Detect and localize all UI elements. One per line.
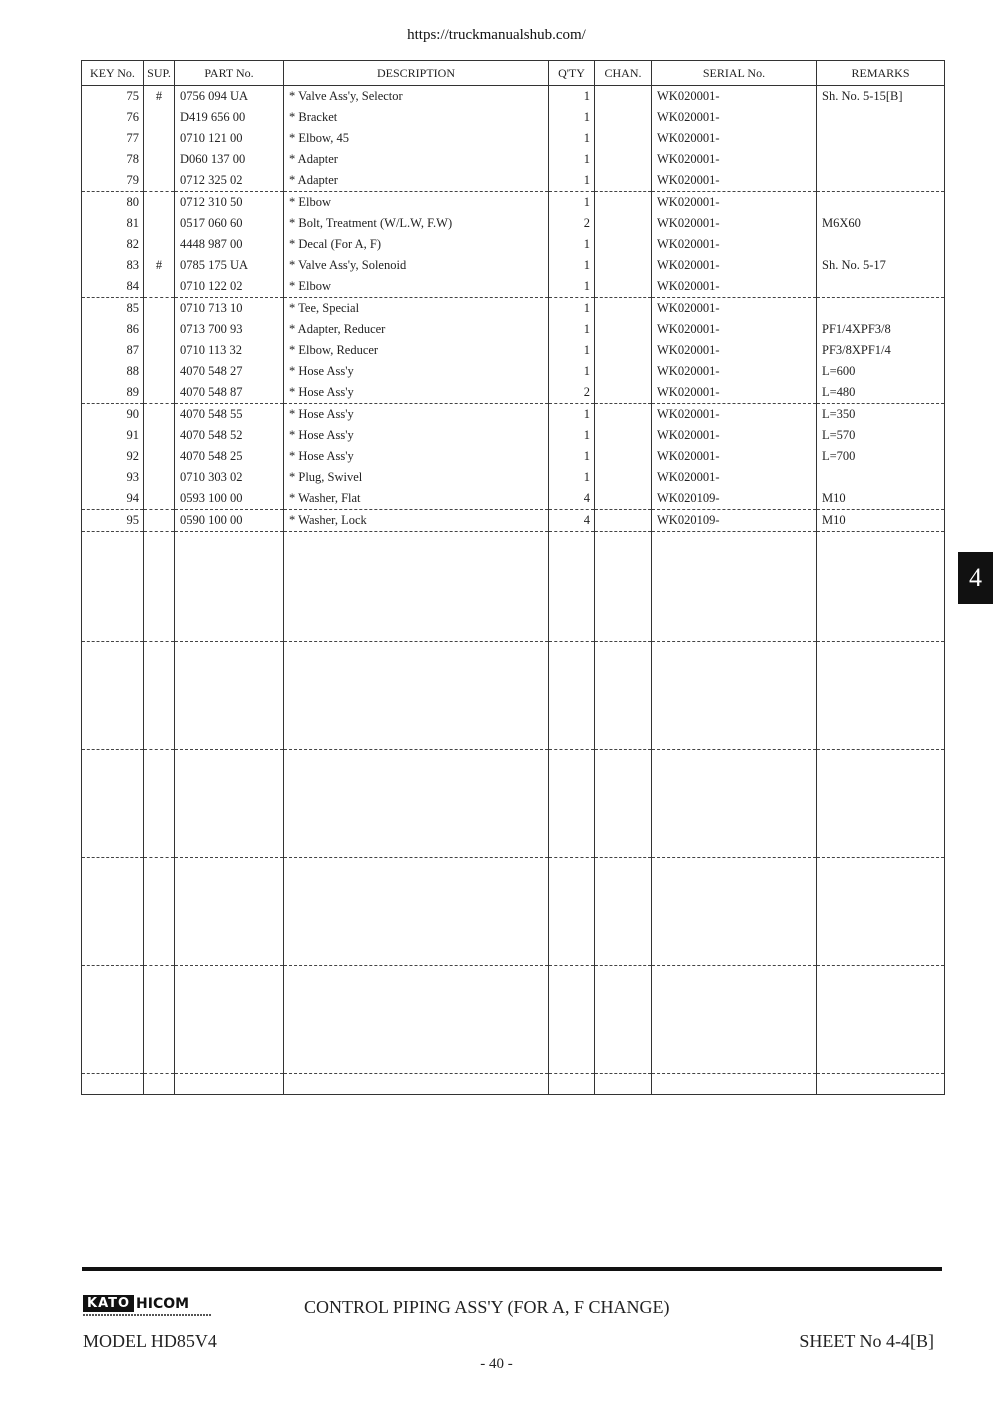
document-title: CONTROL PIPING ASS'Y (FOR A, F CHANGE): [304, 1297, 670, 1317]
table-row: [82, 86, 945, 108]
col-header-key: KEY No.: [82, 61, 144, 86]
cell-remarks: [817, 298, 945, 320]
blank-row: [82, 858, 945, 966]
table-row: [82, 404, 945, 426]
cell-qty: 4: [549, 510, 595, 532]
cell-remarks: [817, 170, 945, 192]
cell-key: 93: [82, 467, 144, 488]
cell-sup: #: [144, 255, 175, 276]
cell-qty: 1: [549, 128, 595, 149]
cell-chan: [595, 276, 652, 298]
col-header-description: DESCRIPTION: [284, 61, 549, 86]
logo-kato: KATO: [83, 1295, 134, 1312]
cell-serial: WK020001-: [652, 107, 817, 128]
blank-cell: [284, 532, 549, 642]
cell-key: 79: [82, 170, 144, 192]
cell-description: * Bracket: [284, 107, 549, 128]
cell-chan: [595, 149, 652, 170]
cell-description: * Elbow: [284, 276, 549, 298]
cell-sup: [144, 234, 175, 255]
cell-key: 76: [82, 107, 144, 128]
blank-cell: [144, 532, 175, 642]
blank-cell: [175, 966, 284, 1074]
table-row: [82, 446, 945, 467]
cell-qty: 1: [549, 192, 595, 214]
cell-serial: WK020109-: [652, 488, 817, 510]
cell-qty: 1: [549, 86, 595, 108]
blank-row: [82, 642, 945, 750]
blank-cell: [144, 966, 175, 1074]
cell-key: 80: [82, 192, 144, 214]
blank-cell: [652, 858, 817, 966]
cell-qty: 2: [549, 213, 595, 234]
cell-sup: [144, 467, 175, 488]
blank-cell: [144, 750, 175, 858]
blank-cell: [549, 750, 595, 858]
cell-remarks: L=600: [817, 361, 945, 382]
col-header-serial: SERIAL No.: [652, 61, 817, 86]
cell-sup: [144, 488, 175, 510]
page-number: - 40 -: [480, 1356, 513, 1372]
cell-chan: [595, 107, 652, 128]
cell-remarks: L=700: [817, 446, 945, 467]
blank-cell: [549, 858, 595, 966]
table-row: [82, 319, 945, 340]
cell-chan: [595, 425, 652, 446]
cell-part: 0710 713 10: [175, 298, 284, 320]
cell-sup: [144, 107, 175, 128]
cell-key: 81: [82, 213, 144, 234]
cell-chan: [595, 128, 652, 149]
cell-serial: WK020001-: [652, 170, 817, 192]
cell-key: 92: [82, 446, 144, 467]
blank-cell: [144, 642, 175, 750]
blank-cell: [817, 642, 945, 750]
blank-cell: [82, 532, 144, 642]
cell-key: 88: [82, 361, 144, 382]
cell-part: 4070 548 52: [175, 425, 284, 446]
cell-part: 4070 548 25: [175, 446, 284, 467]
logo-hicom: HICOM: [136, 1295, 190, 1312]
cell-remarks: M10: [817, 488, 945, 510]
col-header-part: PART No.: [175, 61, 284, 86]
blank-cell: [144, 858, 175, 966]
blank-cell: [595, 642, 652, 750]
cell-chan: [595, 192, 652, 214]
cell-serial: WK020001-: [652, 234, 817, 255]
cell-key: 77: [82, 128, 144, 149]
cell-remarks: PF3/8XPF1/4: [817, 340, 945, 361]
blank-cell: [175, 1074, 284, 1095]
cell-serial: WK020001-: [652, 86, 817, 108]
cell-part: 0712 310 50: [175, 192, 284, 214]
col-header-qty: Q'TY: [549, 61, 595, 86]
cell-part: 0712 325 02: [175, 170, 284, 192]
blank-cell: [652, 642, 817, 750]
cell-remarks: M10: [817, 510, 945, 532]
blank-row: [82, 1074, 945, 1095]
table-row: [82, 107, 945, 128]
table-row: [82, 149, 945, 170]
cell-qty: 2: [549, 382, 595, 404]
cell-remarks: L=350: [817, 404, 945, 426]
cell-chan: [595, 340, 652, 361]
blank-cell: [595, 966, 652, 1074]
blank-cell: [595, 1074, 652, 1095]
cell-sup: [144, 404, 175, 426]
cell-remarks: Sh. No. 5-15[B]: [817, 86, 945, 108]
cell-qty: 1: [549, 467, 595, 488]
table-header-row: [82, 61, 945, 86]
cell-description: * Washer, Flat: [284, 488, 549, 510]
cell-chan: [595, 382, 652, 404]
cell-description: * Valve Ass'y, Selector: [284, 86, 549, 108]
cell-qty: 1: [549, 170, 595, 192]
cell-serial: WK020001-: [652, 192, 817, 214]
blank-cell: [595, 532, 652, 642]
cell-part: 0710 303 02: [175, 467, 284, 488]
cell-serial: WK020001-: [652, 319, 817, 340]
cell-remarks: L=570: [817, 425, 945, 446]
section-tab: 4: [958, 552, 993, 604]
cell-part: 0517 060 60: [175, 213, 284, 234]
cell-description: * Tee, Special: [284, 298, 549, 320]
blank-cell: [284, 750, 549, 858]
cell-qty: 4: [549, 488, 595, 510]
cell-key: 86: [82, 319, 144, 340]
cell-sup: [144, 128, 175, 149]
blank-cell: [549, 966, 595, 1074]
blank-cell: [595, 750, 652, 858]
cell-description: * Bolt, Treatment (W/L.W, F.W): [284, 213, 549, 234]
cell-chan: [595, 298, 652, 320]
cell-key: 89: [82, 382, 144, 404]
cell-qty: 1: [549, 319, 595, 340]
cell-sup: [144, 425, 175, 446]
blank-cell: [549, 642, 595, 750]
cell-part: 0710 113 32: [175, 340, 284, 361]
blank-cell: [144, 1074, 175, 1095]
cell-serial: WK020001-: [652, 128, 817, 149]
blank-cell: [82, 750, 144, 858]
cell-qty: 1: [549, 276, 595, 298]
cell-key: 75: [82, 86, 144, 108]
footer-rule: [82, 1267, 942, 1271]
sheet-number: SHEET No 4-4[B]: [799, 1331, 934, 1351]
blank-cell: [652, 532, 817, 642]
blank-cell: [82, 1074, 144, 1095]
cell-description: * Adapter: [284, 149, 549, 170]
cell-description: * Plug, Swivel: [284, 467, 549, 488]
cell-description: * Hose Ass'y: [284, 382, 549, 404]
table-row: [82, 467, 945, 488]
blank-cell: [82, 966, 144, 1074]
cell-qty: 1: [549, 149, 595, 170]
cell-remarks: Sh. No. 5-17: [817, 255, 945, 276]
cell-key: 83: [82, 255, 144, 276]
cell-qty: 1: [549, 107, 595, 128]
cell-serial: WK020109-: [652, 510, 817, 532]
cell-chan: [595, 510, 652, 532]
table-row: [82, 234, 945, 255]
cell-serial: WK020001-: [652, 276, 817, 298]
cell-description: * Valve Ass'y, Solenoid: [284, 255, 549, 276]
cell-qty: 1: [549, 446, 595, 467]
cell-key: 94: [82, 488, 144, 510]
blank-cell: [595, 858, 652, 966]
blank-cell: [82, 642, 144, 750]
cell-sup: [144, 149, 175, 170]
blank-cell: [817, 1074, 945, 1095]
cell-description: * Washer, Lock: [284, 510, 549, 532]
blank-cell: [82, 858, 144, 966]
cell-description: * Hose Ass'y: [284, 446, 549, 467]
cell-description: * Hose Ass'y: [284, 404, 549, 426]
company-logo: [83, 1293, 211, 1316]
cell-part: 0710 121 00: [175, 128, 284, 149]
cell-qty: 1: [549, 234, 595, 255]
table-row: [82, 276, 945, 298]
cell-key: 84: [82, 276, 144, 298]
cell-part: 4070 548 27: [175, 361, 284, 382]
cell-sup: [144, 340, 175, 361]
parts-body: [82, 86, 945, 1095]
cell-key: 78: [82, 149, 144, 170]
cell-serial: WK020001-: [652, 446, 817, 467]
cell-serial: WK020001-: [652, 404, 817, 426]
cell-chan: [595, 319, 652, 340]
cell-serial: WK020001-: [652, 213, 817, 234]
cell-chan: [595, 446, 652, 467]
table-row: [82, 170, 945, 192]
cell-chan: [595, 404, 652, 426]
cell-sup: [144, 361, 175, 382]
cell-serial: WK020001-: [652, 298, 817, 320]
cell-sup: [144, 510, 175, 532]
cell-part: 0756 094 UA: [175, 86, 284, 108]
cell-qty: 1: [549, 340, 595, 361]
cell-qty: 1: [549, 255, 595, 276]
cell-description: * Hose Ass'y: [284, 425, 549, 446]
source-url: https://truckmanualshub.com/: [407, 27, 586, 43]
cell-description: * Hose Ass'y: [284, 361, 549, 382]
cell-serial: WK020001-: [652, 425, 817, 446]
cell-remarks: [817, 234, 945, 255]
cell-key: 95: [82, 510, 144, 532]
table-row: [82, 128, 945, 149]
cell-remarks: [817, 149, 945, 170]
cell-part: 0710 122 02: [175, 276, 284, 298]
table-row: [82, 361, 945, 382]
blank-cell: [652, 1074, 817, 1095]
cell-description: * Elbow, 45: [284, 128, 549, 149]
blank-cell: [175, 642, 284, 750]
cell-remarks: [817, 192, 945, 214]
table-row: [82, 255, 945, 276]
cell-chan: [595, 467, 652, 488]
cell-sup: [144, 170, 175, 192]
cell-part: 0713 700 93: [175, 319, 284, 340]
cell-qty: 1: [549, 298, 595, 320]
cell-sup: [144, 298, 175, 320]
table-row: [82, 192, 945, 214]
cell-part: 0590 100 00: [175, 510, 284, 532]
blank-cell: [549, 1074, 595, 1095]
table-row: [82, 298, 945, 320]
cell-chan: [595, 86, 652, 108]
cell-sup: [144, 213, 175, 234]
blank-cell: [175, 858, 284, 966]
blank-cell: [549, 532, 595, 642]
blank-cell: [652, 750, 817, 858]
model-label: MODEL HD85V4: [83, 1331, 217, 1351]
cell-key: 85: [82, 298, 144, 320]
blank-cell: [284, 1074, 549, 1095]
logo-tagline: [83, 1314, 211, 1316]
cell-sup: [144, 319, 175, 340]
col-header-remarks: REMARKS: [817, 61, 945, 86]
cell-description: * Decal (For A, F): [284, 234, 549, 255]
table-row: [82, 213, 945, 234]
col-header-sup: SUP.: [144, 61, 175, 86]
cell-part: D060 137 00: [175, 149, 284, 170]
cell-description: * Adapter: [284, 170, 549, 192]
cell-chan: [595, 361, 652, 382]
table-row: [82, 382, 945, 404]
cell-key: 91: [82, 425, 144, 446]
cell-qty: 1: [549, 404, 595, 426]
table-row: [82, 510, 945, 532]
cell-chan: [595, 255, 652, 276]
cell-remarks: [817, 128, 945, 149]
cell-qty: 1: [549, 361, 595, 382]
blank-cell: [284, 858, 549, 966]
cell-key: 87: [82, 340, 144, 361]
cell-description: * Elbow, Reducer: [284, 340, 549, 361]
cell-part: 4448 987 00: [175, 234, 284, 255]
cell-remarks: [817, 467, 945, 488]
cell-remarks: [817, 107, 945, 128]
blank-cell: [284, 642, 549, 750]
cell-key: 90: [82, 404, 144, 426]
cell-chan: [595, 488, 652, 510]
cell-sup: [144, 446, 175, 467]
cell-part: 4070 548 55: [175, 404, 284, 426]
blank-row: [82, 966, 945, 1074]
blank-cell: [817, 966, 945, 1074]
blank-row: [82, 532, 945, 642]
blank-cell: [175, 750, 284, 858]
blank-row: [82, 750, 945, 858]
cell-serial: WK020001-: [652, 255, 817, 276]
cell-qty: 1: [549, 425, 595, 446]
cell-chan: [595, 234, 652, 255]
table-row: [82, 488, 945, 510]
blank-cell: [175, 532, 284, 642]
parts-table: [81, 60, 945, 1095]
cell-serial: WK020001-: [652, 340, 817, 361]
cell-part: 0593 100 00: [175, 488, 284, 510]
cell-part: 4070 548 87: [175, 382, 284, 404]
cell-description: * Adapter, Reducer: [284, 319, 549, 340]
cell-remarks: M6X60: [817, 213, 945, 234]
blank-cell: [817, 532, 945, 642]
table-row: [82, 425, 945, 446]
blank-cell: [652, 966, 817, 1074]
cell-part: 0785 175 UA: [175, 255, 284, 276]
blank-cell: [817, 750, 945, 858]
cell-chan: [595, 170, 652, 192]
blank-cell: [284, 966, 549, 1074]
cell-part: D419 656 00: [175, 107, 284, 128]
cell-description: * Elbow: [284, 192, 549, 214]
cell-serial: WK020001-: [652, 467, 817, 488]
blank-cell: [817, 858, 945, 966]
cell-sup: [144, 382, 175, 404]
cell-serial: WK020001-: [652, 382, 817, 404]
cell-sup: [144, 192, 175, 214]
cell-remarks: L=480: [817, 382, 945, 404]
col-header-chan: CHAN.: [595, 61, 652, 86]
cell-chan: [595, 213, 652, 234]
cell-serial: WK020001-: [652, 361, 817, 382]
table-row: [82, 340, 945, 361]
cell-sup: [144, 276, 175, 298]
cell-remarks: PF1/4XPF3/8: [817, 319, 945, 340]
cell-key: 82: [82, 234, 144, 255]
cell-serial: WK020001-: [652, 149, 817, 170]
cell-sup: #: [144, 86, 175, 108]
cell-remarks: [817, 276, 945, 298]
